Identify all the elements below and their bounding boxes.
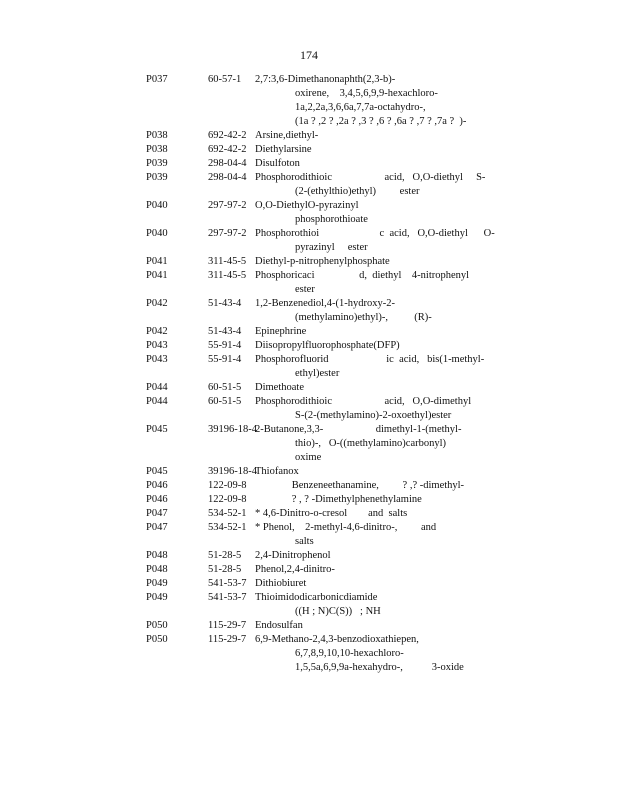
cas-number: 115-29-7 <box>208 620 247 631</box>
table-row <box>146 549 476 563</box>
substance-name <box>255 255 476 269</box>
substance-name-line: ? , ? -Dimethylphenethylamine <box>255 494 422 505</box>
waste-code: P042 <box>146 298 168 309</box>
waste-code: P039 <box>146 172 168 183</box>
substance-name <box>255 619 476 633</box>
cas-number: 692-42-2 <box>208 144 247 155</box>
substance-name <box>255 507 476 521</box>
cas-number: 311-45-5 <box>208 256 247 267</box>
substance-name-line: salts <box>295 536 314 547</box>
cas-number: 692-42-2 <box>208 130 247 141</box>
substance-name-line: Diisopropylfluorophosphate(DFP) <box>255 340 400 351</box>
cas-number: 51-28-5 <box>208 564 242 575</box>
substance-name <box>255 479 476 493</box>
cas-number: 115-29-7 <box>208 634 247 645</box>
waste-code: P044 <box>146 396 168 407</box>
waste-code: P050 <box>146 620 168 631</box>
table-row <box>146 297 476 325</box>
cas-number: 39196-18-4 <box>208 466 257 477</box>
waste-code: P039 <box>146 158 168 169</box>
waste-code: P038 <box>146 130 168 141</box>
waste-code: P049 <box>146 578 168 589</box>
cas-number: 541-53-7 <box>208 578 247 589</box>
cas-number: 39196-18-4 <box>208 424 257 435</box>
table-row <box>146 325 476 339</box>
waste-code: P041 <box>146 256 168 267</box>
substance-name-line: Phosphorodithioic acid, O,O-diethyl S- <box>255 172 486 183</box>
substance-name <box>255 353 485 381</box>
substance-name-line: * Phenol, 2-methyl-4,6-dinitro-, and <box>255 522 437 533</box>
substance-name-line: Thioimidodicarbonicdiamide <box>255 592 378 603</box>
table-row <box>146 633 476 675</box>
substance-name <box>255 157 476 171</box>
substance-name-line: Phenol,2,4-dinitro- <box>255 564 335 575</box>
substance-name-line: 2-Butanone,3,3- dimethyl-1-(methyl- <box>255 424 462 435</box>
substance-name-line: O,O-DiethylO-pyrazinyl <box>255 200 359 211</box>
cas-number: 298-04-4 <box>208 172 247 183</box>
substance-name <box>255 465 476 479</box>
waste-code: P047 <box>146 508 168 519</box>
table-row <box>146 171 486 199</box>
substance-name-line: 6,9-Methano-2,4,3-benzodioxathiepen, <box>255 634 419 645</box>
waste-code: P048 <box>146 564 168 575</box>
cas-number: 60-51-5 <box>208 382 242 393</box>
substance-name-line: Diethylarsine <box>255 144 312 155</box>
table-row <box>146 353 485 381</box>
substance-name-line: Epinephrine <box>255 326 307 337</box>
substance-name-line: 1,5,5a,6,9,9a-hexahydro-, 3-oxide <box>295 662 464 673</box>
waste-code: P043 <box>146 354 168 365</box>
substance-name-line: 6,7,8,9,10,10-hexachloro- <box>295 648 404 659</box>
table-row <box>146 479 476 493</box>
substance-name <box>255 143 476 157</box>
substance-name <box>255 171 486 199</box>
waste-code: P040 <box>146 200 168 211</box>
waste-code: P042 <box>146 326 168 337</box>
substance-name-line: S-(2-(methylamino)-2-oxoethyl)ester <box>295 410 452 421</box>
substance-name-line: * 4,6-Dinitro-o-cresol and salts <box>255 508 408 519</box>
cas-number: 55-91-4 <box>208 340 242 351</box>
substance-name-line: 2,4-Dinitrophenol <box>255 550 331 561</box>
waste-code: P037 <box>146 74 168 85</box>
table-row <box>146 381 476 395</box>
table-row <box>146 269 476 297</box>
waste-code: P040 <box>146 228 168 239</box>
cas-number: 534-52-1 <box>208 508 247 519</box>
substance-name <box>255 339 476 353</box>
table-row <box>146 465 476 479</box>
cas-number: 55-91-4 <box>208 354 242 365</box>
waste-code: P038 <box>146 144 168 155</box>
substance-name-line: Disulfoton <box>255 158 300 169</box>
table-row <box>146 423 476 465</box>
waste-code: P049 <box>146 592 168 603</box>
substance-name-line: Thiofanox <box>255 466 299 477</box>
substance-name <box>255 199 476 227</box>
waste-code: P047 <box>146 522 168 533</box>
table-row <box>146 255 476 269</box>
cas-number: 541-53-7 <box>208 592 247 603</box>
substance-name-line: Diethyl-p-nitrophenylphosphate <box>255 256 390 267</box>
waste-code: P048 <box>146 550 168 561</box>
substance-name-line: 1a,2,2a,3,6,6a,7,7a-octahydro-, <box>295 102 426 113</box>
waste-code: P046 <box>146 480 168 491</box>
cas-number: 311-45-5 <box>208 270 247 281</box>
cas-number: 60-51-5 <box>208 396 242 407</box>
page-number: 174 <box>300 48 318 62</box>
cas-number: 51-28-5 <box>208 550 242 561</box>
waste-code: P045 <box>146 424 168 435</box>
table-row <box>146 591 476 619</box>
substance-name <box>255 493 476 507</box>
substance-name-line: Phosphoricaci d, diethyl 4-nitrophenyl <box>255 270 470 281</box>
substance-name-line: ethyl)ester <box>295 368 340 379</box>
table-row <box>146 227 495 255</box>
substance-name <box>255 633 476 675</box>
substance-name-line: Phosphorothioi c acid, O,O-diethyl O- <box>255 228 495 239</box>
substance-name-line: 2,7:3,6-Dimethanonaphth(2,3-b)- <box>255 74 396 85</box>
substance-name-line: thio)-, O-((methylamino)carbonyl) <box>295 438 447 449</box>
substance-name-line: ((H ; N)C(S)) ; NH <box>295 606 381 617</box>
cas-number: 298-04-4 <box>208 158 247 169</box>
substance-name-line: Dimethoate <box>255 382 304 393</box>
substance-name <box>255 325 476 339</box>
substance-name-line: oxirene, 3,4,5,6,9,9-hexachloro- <box>295 88 438 99</box>
cas-number: 60-57-1 <box>208 74 242 85</box>
substance-name-line: oxime <box>295 452 322 463</box>
waste-code: P046 <box>146 494 168 505</box>
waste-code: P043 <box>146 340 168 351</box>
cas-number: 534-52-1 <box>208 522 247 533</box>
substance-name <box>255 381 476 395</box>
table-row <box>146 563 476 577</box>
table-row <box>146 577 476 591</box>
table-row <box>146 507 476 521</box>
waste-code: P045 <box>146 466 168 477</box>
substance-name <box>255 563 476 577</box>
table-row <box>146 395 476 423</box>
table-row <box>146 157 476 171</box>
substance-name <box>255 521 476 549</box>
table-row <box>146 339 476 353</box>
waste-code: P050 <box>146 634 168 645</box>
substance-name-line: Dithiobiuret <box>255 578 307 589</box>
substance-name <box>255 297 476 325</box>
substance-name <box>255 423 476 465</box>
substance-name-line: (methylamino)ethyl)-, (R)- <box>295 312 432 323</box>
table-row <box>146 493 476 507</box>
cas-number: 297-97-2 <box>208 200 247 211</box>
substance-name-line: Endosulfan <box>255 620 303 631</box>
substance-name <box>255 577 476 591</box>
waste-code: P044 <box>146 382 168 393</box>
cas-number: 122-09-8 <box>208 480 247 491</box>
cas-number: 122-09-8 <box>208 494 247 505</box>
substance-name <box>255 549 476 563</box>
cas-number: 51-43-4 <box>208 298 242 309</box>
substance-name-line: 1,2-Benzenediol,4-(1-hydroxy-2- <box>255 298 395 309</box>
substance-name <box>255 129 476 143</box>
table-row <box>146 199 476 227</box>
hazardous-waste-table <box>146 73 495 675</box>
substance-name-line: Arsine,diethyl- <box>255 130 319 141</box>
substance-name-line: Benzeneethanamine, ? ,? -dimethyl- <box>255 480 465 491</box>
substance-name-line: (1a ? ,2 ? ,2a ? ,3 ? ,6 ? ,6a ? ,7 ? ,7a ? )- <box>295 116 467 127</box>
substance-name <box>255 395 476 423</box>
substance-name-line: phosphorothioate <box>295 214 368 225</box>
substance-name <box>255 73 476 129</box>
substance-name-line: (2-(ethylthio)ethyl) ester <box>295 186 420 197</box>
substance-name <box>255 591 476 619</box>
cas-number: 297-97-2 <box>208 228 247 239</box>
substance-name-line: ester <box>295 284 315 295</box>
substance-name-line: Phosphorodithioic acid, O,O-dimethyl <box>255 396 472 407</box>
substance-name <box>255 227 495 255</box>
table-row <box>146 521 476 549</box>
table-row <box>146 619 476 633</box>
substance-name-line: pyrazinyl ester <box>295 242 368 253</box>
substance-name <box>255 269 476 297</box>
table-row <box>146 73 476 129</box>
cas-number: 51-43-4 <box>208 326 242 337</box>
table-row <box>146 129 476 143</box>
waste-code: P041 <box>146 270 168 281</box>
table-row <box>146 143 476 157</box>
substance-name-line: Phosphorofluorid ic acid, bis(1-methyl- <box>255 354 485 365</box>
